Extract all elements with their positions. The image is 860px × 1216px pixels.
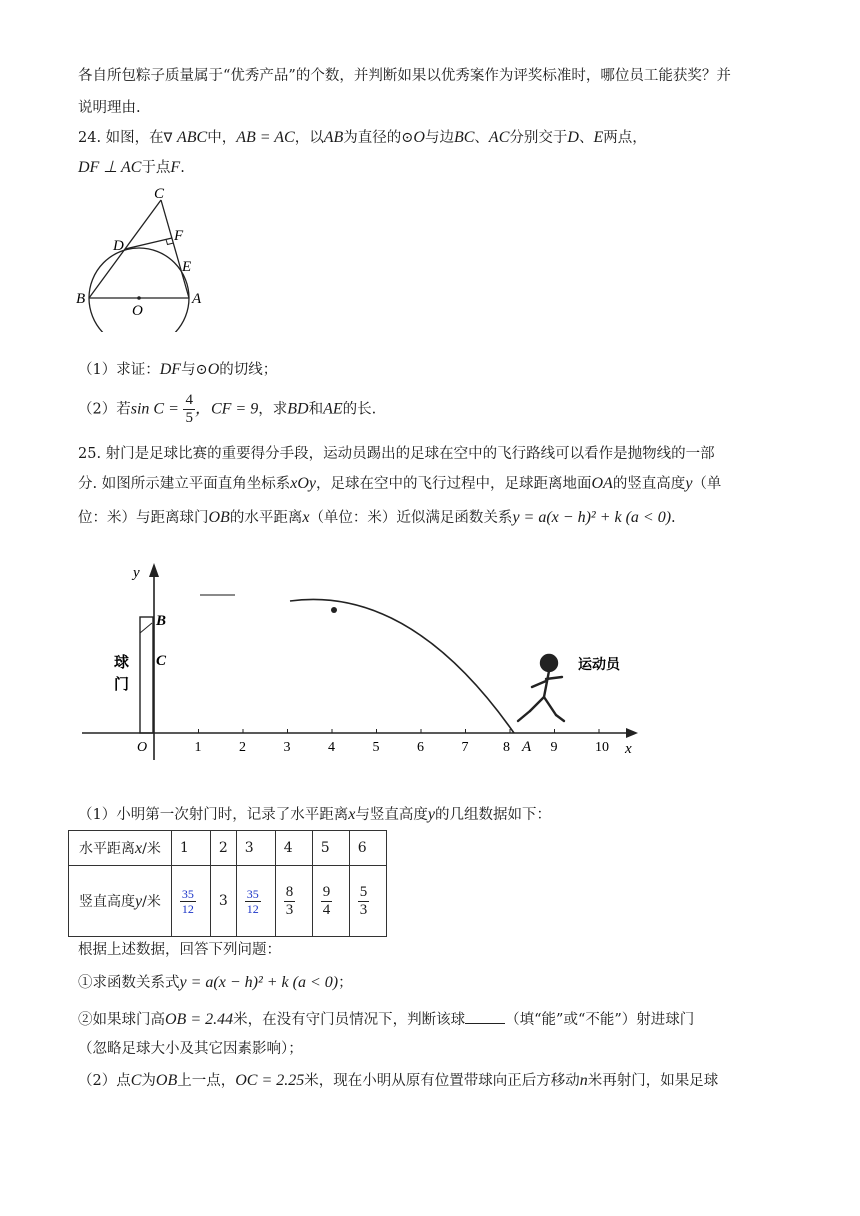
- table-cell: 2: [210, 831, 236, 866]
- th-var: x: [135, 840, 143, 857]
- q24-sub2-text: 的长.: [342, 401, 377, 418]
- q25-line1: 25. 射门是足球比赛的重要得分手段，运动员踢出的足球在空中的飞行路线可以看作是抛物线的一部: [78, 446, 715, 462]
- s1-text: ①求函数关系式: [78, 975, 180, 991]
- q25-text: 位：米）与距离球门: [78, 510, 209, 526]
- q24-sub1-text: （1）求证：: [78, 362, 160, 378]
- part1-text: 与竖直高度: [355, 807, 428, 823]
- table-header-x: [69, 831, 172, 866]
- table-row-y: [69, 866, 387, 937]
- q24-stem-line1: [78, 128, 788, 149]
- q24-sub2-text: （2）若: [78, 401, 131, 418]
- q24-df: DF ⊥ AC: [78, 159, 142, 176]
- p2-n: n: [579, 1072, 588, 1089]
- label-f: F: [174, 228, 184, 244]
- q24-sub1: [78, 360, 788, 380]
- table-cell: 4: [275, 831, 312, 866]
- x-tick-label: 2: [239, 740, 246, 755]
- frac-numerator: 5: [359, 883, 368, 900]
- x-tick-label: 7: [461, 740, 469, 755]
- q24-number: 24. 如图，在: [78, 130, 164, 146]
- q24-text: 两点，: [603, 130, 647, 146]
- q24-sub2-text: 和: [308, 401, 324, 418]
- table-cell: 3: [210, 866, 236, 937]
- q25-text: （单: [692, 476, 722, 492]
- s2-ob: OB = 2.44: [165, 1011, 234, 1028]
- x-tick-label: 9: [550, 740, 558, 755]
- q24-sub1-text: 的切线；: [219, 362, 278, 378]
- s2-text: （填“能”或“不能”）射进球门: [505, 1012, 695, 1028]
- q24-sub2: [78, 392, 788, 427]
- q24-sub2-cf: ，CF = 9: [194, 400, 259, 418]
- x-tick-label: 4: [328, 740, 335, 755]
- part2-line: [78, 1071, 788, 1091]
- table-header-y: [69, 866, 172, 937]
- frac-denominator: 3: [285, 901, 294, 918]
- goal-label-2: 门: [114, 675, 130, 693]
- frac-numerator: 35: [181, 886, 194, 901]
- trajectory-point: [331, 607, 337, 613]
- q24-sub2-bd: BD: [287, 400, 309, 418]
- label-o: O: [132, 303, 143, 319]
- table-cell-fraction: [171, 866, 210, 937]
- x-tick-label: 1: [194, 740, 202, 755]
- q25-ob: OB: [208, 509, 230, 526]
- point-a-label: A: [522, 739, 532, 755]
- q25-text: 分. 如图所示建立平面直角坐标系: [78, 476, 291, 492]
- frac-denominator: 12: [181, 901, 194, 916]
- q24-sub2-ae: AE: [323, 400, 343, 418]
- label-e: E: [182, 259, 192, 275]
- th-unit: /米: [142, 841, 161, 857]
- x-tick-label: 8: [503, 740, 510, 755]
- sub-question-2: [78, 1009, 788, 1030]
- q24-triangle: ABC: [176, 129, 208, 146]
- q24-text: ，以: [294, 130, 324, 146]
- q25-text: ，足球在空中的飞行过程中，足球距离地面: [315, 476, 592, 492]
- table-cell-fraction: [349, 866, 386, 937]
- goal-post: [140, 617, 153, 733]
- label-a: A: [192, 291, 202, 307]
- table-cell: 3: [236, 831, 275, 866]
- p2-text: 米，现在小明从原有位置带球向正后方移动: [304, 1073, 580, 1089]
- q25-text: 的水平距离: [229, 510, 303, 526]
- x-axis-label: x: [625, 741, 632, 757]
- s1-text: ；: [338, 975, 353, 991]
- s2-text: ②如果球门高: [78, 1012, 165, 1028]
- q24-sub2-sin: sin C =: [130, 400, 179, 418]
- q24-text: 分别交于: [509, 130, 568, 146]
- table-cell: 6: [349, 831, 386, 866]
- frac-denominator: 12: [246, 901, 259, 916]
- frac-denominator: 4: [322, 901, 331, 918]
- q24-ac: AC: [488, 129, 510, 146]
- q24-e: E: [593, 129, 604, 146]
- frac-numerator: 35: [246, 886, 259, 901]
- x-axis-arrow: [626, 728, 638, 738]
- x-tick-label: 3: [283, 740, 291, 755]
- p2-text: 上一点，: [177, 1073, 236, 1089]
- point-b-label: B: [156, 613, 167, 629]
- th-label: 水平距离: [79, 841, 135, 857]
- p2-ob: OB: [155, 1072, 178, 1089]
- text-line-2: 说明理由.: [78, 100, 141, 116]
- frac-numerator: 9: [322, 883, 331, 900]
- triangle-symbol: ∇: [163, 131, 173, 146]
- q25-oa: OA: [591, 475, 613, 492]
- q24-sub1-text: 与⊙: [181, 362, 208, 378]
- q24-sub1-o: O: [207, 361, 220, 378]
- q24-bc: BC: [453, 129, 475, 146]
- q25-text: 的竖直高度: [612, 476, 686, 492]
- label-d: D: [113, 238, 124, 254]
- figure-25-soccer-diagram: [70, 555, 650, 770]
- p2-text: 米再射门，如果足球: [587, 1073, 719, 1089]
- q24-f: F: [170, 159, 181, 176]
- sub-question-2-line2: （忽略足球大小及其它因素影响）；: [78, 1041, 303, 1057]
- x-tick-label: 5: [372, 740, 380, 755]
- q24-d: D: [567, 129, 579, 146]
- p2-text: （2）点: [78, 1073, 131, 1089]
- label-b: B: [76, 291, 86, 307]
- q25-y: y: [685, 475, 693, 492]
- table-cell: 1: [171, 831, 210, 866]
- part1-text: （1）小明第一次射门时，记录了水平距离: [78, 807, 349, 823]
- label-c: C: [154, 186, 165, 202]
- answer-blank[interactable]: [465, 1009, 505, 1024]
- goal-mark: [140, 623, 152, 633]
- part1-intro: [78, 805, 788, 825]
- q24-text: .: [180, 160, 185, 176]
- part1-text: 的几组数据如下：: [434, 807, 551, 823]
- s2-text: 米，在没有守门员情况下，判断该球: [233, 1012, 466, 1028]
- q24-stem-line2: [78, 158, 788, 178]
- player-figure: [518, 655, 564, 721]
- x-tick-label: 6: [417, 740, 424, 755]
- q24-eq: AB = AC: [236, 129, 295, 146]
- data-table: [68, 830, 387, 937]
- y-axis-label: y: [133, 565, 140, 581]
- q24-text: 、: [474, 130, 489, 146]
- q24-sub2-text: ，求: [258, 401, 288, 418]
- table-cell: 5: [312, 831, 349, 866]
- q24-text: 与边: [424, 130, 454, 146]
- q24-o: O: [413, 129, 425, 146]
- sub-question-1: [78, 973, 788, 993]
- th-unit: /米: [142, 894, 161, 910]
- th-label: 竖直高度: [79, 894, 135, 910]
- q24-sub1-df: DF: [159, 361, 182, 378]
- y-axis-arrow: [149, 563, 159, 577]
- table-cell-fraction: [312, 866, 349, 937]
- goal-label-1: 球: [114, 653, 130, 671]
- frac-denominator: 5: [185, 410, 193, 426]
- part1-y: y: [427, 806, 435, 823]
- point-c-label: C: [156, 653, 167, 669]
- circle-o: [89, 248, 192, 332]
- q25-xoy: xOy: [290, 475, 316, 492]
- x-tick-label: 10: [595, 740, 609, 755]
- q24-text: 中，: [207, 130, 237, 146]
- table-row-x: [69, 831, 387, 866]
- p2-oc: OC = 2.25: [235, 1072, 305, 1089]
- q25-x: x: [302, 509, 310, 526]
- frac-numerator: 4: [185, 392, 193, 408]
- q25-func: y = a(x − h)² + k (a < 0): [512, 509, 672, 526]
- q24-text: 、: [578, 130, 594, 146]
- q25-line3: [78, 508, 788, 528]
- side-ac: [161, 200, 192, 298]
- frac-denominator: 3: [359, 901, 368, 918]
- text-line-1: 各自所包粽子质量属于“优秀产品”的个数，并判断如果以优秀案作为评奖标准时，哪位员工能获奖？并: [78, 68, 731, 84]
- s1-func: y = a(x − h)² + k (a < 0): [179, 974, 339, 991]
- p2-text: 为: [141, 1073, 156, 1089]
- q25-text: .: [671, 510, 676, 526]
- q24-text: 为直径的⊙: [343, 130, 414, 146]
- trajectory-parabola: [290, 599, 514, 733]
- origin-label: O: [137, 740, 148, 755]
- q25-line2: [78, 474, 788, 494]
- table-cell-fraction: [275, 866, 312, 937]
- p2-c: C: [130, 1072, 142, 1089]
- player-label: 运动员: [578, 657, 620, 673]
- q24-text: 于点: [141, 160, 171, 176]
- q25-text: （单位：米）近似满足函数关系: [309, 510, 513, 526]
- part1-x: x: [348, 806, 356, 823]
- q24-ab: AB: [323, 129, 344, 146]
- frac-numerator: 8: [285, 883, 294, 900]
- center-o-dot: [137, 296, 141, 300]
- answer-intro: 根据上述数据，回答下列问题：: [78, 942, 281, 958]
- th-var: y: [135, 893, 143, 910]
- figure-24-circle-diagram: [70, 182, 220, 332]
- table-cell-fraction: [236, 866, 275, 937]
- fraction-4-5: [183, 392, 195, 427]
